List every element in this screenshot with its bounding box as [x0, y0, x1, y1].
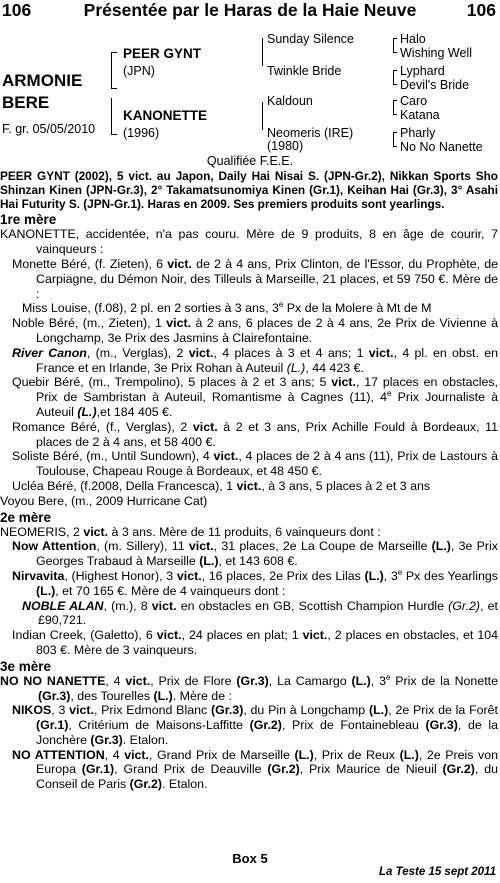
ggs-3: Lyphard — [400, 64, 445, 78]
section-first-dam: 1re mère — [0, 212, 57, 228]
sire-origin: (JPN) — [123, 64, 155, 78]
bracket-line — [393, 52, 397, 53]
grandsire-4-year: (1980) — [267, 139, 304, 153]
horse-name-line1: ARMONIE — [2, 71, 83, 90]
produce-entry: NO ATTENTION, 4 vict., Grand Prix de Marseille (L.), Prix de Reux (L.), 2e Preis von Europa (Gr.1), Grand Prix de Deauville (Gr.2), Prix Maurice de Nieuil (Gr.2), du Conseil de Paris (Gr.2). Etalon. — [12, 747, 499, 792]
bracket-line — [111, 134, 117, 135]
page-number-right: 106 — [466, 0, 496, 20]
ggs-4: Devil's Bride — [400, 78, 470, 92]
produce-entry: Ucléa Béré, (f.2008, Della Francesca), 1 vict., à 3 ans, 5 places à 2 et 3 ans — [12, 478, 431, 493]
box-number: Box 5 — [232, 851, 268, 866]
dam-name: KANONETTE — [123, 108, 207, 123]
pedigree-table — [0, 30, 500, 158]
produce-entry: NIKOS, 3 vict., Prix Edmond Blanc (Gr.3), du Pin à Longchamp (L.), 2e Prix de la Forêt (Gr.1), Critérium de Maisons-Laffitte (Gr.2), Prix de Fontainebleau (Gr.3), de la Jonchère (Gr.3). Etalon. — [12, 703, 499, 747]
bracket-line — [393, 132, 394, 146]
bracket-line — [111, 88, 117, 89]
ggs-8: No No Nanette — [400, 140, 483, 154]
bracket-line — [393, 146, 397, 147]
bracket-line — [262, 38, 263, 66]
produce-entry: Quebir Béré, (m., Trempolino), 5 places à 2 et 3 ans; 5 vict., 17 places en obstacles, Prix de Sambristan à Auteuil, Romantisme à Cagnes (11), 4e Prix Journaliste à Auteuil (L.),et 184 405 €. — [12, 375, 499, 419]
bracket-line — [393, 38, 394, 52]
produce-entry: Voyou Bere, (m., 2009 Hurricane Cat) — [0, 493, 208, 508]
produce-entry: River Canon, (m., Verglas), 2 vict., 4 places à 3 et 4 ans; 1 vict., 4 pl. en obst. en France et en Irlande, 3e Prix Rohan à Auteuil (L.), 44 423 €. — [12, 345, 498, 375]
bracket-line — [262, 102, 263, 130]
ggs-7: Pharly — [400, 126, 436, 140]
section-second-dam: 2e mère — [0, 509, 52, 525]
bracket-line — [393, 132, 397, 133]
page-title: Présentée par le Haras de la Haie Neuve — [83, 0, 417, 20]
pedigree-notes — [0, 170, 498, 792]
produce-entry: Now Attention, (m. Sillery), 11 vict., 31 places, 2e La Coupe de Marseille (L.), 3e Prix Georges Trabaud à Marseille (L.), et 143 608 €. — [12, 539, 498, 569]
horse-details: F. gr. 05/05/2010 — [2, 122, 96, 136]
bracket-line — [111, 52, 117, 53]
dam-entry: NO NO NANETTE, 4 vict., Prix de Flore (Gr.3), La Camargo (L.), 3e Prix de la Nonette (Gr.3), des Tourelles (L.). Mère de : — [0, 672, 498, 703]
bracket-line — [393, 114, 397, 115]
bracket-line — [393, 38, 397, 39]
dam-entry: NEOMERIS, 2 vict. à 3 ans. Mère de 11 produits, 6 vainqueurs dont : — [0, 524, 381, 539]
bracket-line — [393, 70, 394, 84]
sale-date: La Teste 15 sept 2011 — [379, 866, 496, 878]
produce-entry: Soliste Béré, (m., Until Sundown), 4 vict., 4 places de 2 à 4 ans (11), Prix de Lastours à Toulouse, Chapeau Rouge à Bordeaux, et 48 450 €. — [12, 449, 498, 479]
page-header — [0, 0, 500, 22]
grandsire-4: Neomeris (IRE) — [267, 126, 354, 140]
section-third-dam: 3e mère — [0, 658, 52, 674]
qualification: Qualifiée F.E.E. — [206, 154, 294, 168]
horse-name-line2: BERE — [2, 93, 50, 112]
bracket-line — [393, 100, 394, 114]
produce-entry: Nirvavita, (Highest Honor), 3 vict., 16 places, 2e Prix des Lilas (L.), 3e Px des Yearlings (L.), et 70 165 €. Mère de 4 vainqueurs dont : — [12, 567, 499, 598]
produce-entry: Indian Creek, (Galetto), 6 vict., 24 places en plat; 1 vict., 2 places en obstacles, et 104 803 €. Mère de 3 vainqueurs. — [12, 628, 499, 657]
produce-entry: Noble Béré, (m., Zieten), 1 vict. à 2 ans, 6 places de 2 à 4 ans, 2e Prix de Vivienne à Longchamp, 3e Prix des Jasmins à Clairefontaine. — [12, 316, 498, 345]
sire-name: PEER GYNT — [123, 46, 202, 61]
produce-entry: Miss Louise, (f.08), 2 pl. en 2 sorties à 3 ans, 3e Px de la Molere à Mt de M — [22, 300, 432, 316]
produce-entry: Monette Béré, (f. Zieten), 6 vict. de 2 à 4 ans, Prix Clinton, de l'Essor, du Prophète, de Carpiagne, du Démon Noir, des Tilleuls à Marseille, 21 places, et 59 750 €. Mère de : — [12, 256, 498, 301]
ggs-5: Caro — [400, 94, 428, 108]
grandsire-3: Kaldoun — [267, 94, 313, 108]
ggs-6: Katana — [400, 108, 440, 122]
bracket-line — [393, 70, 397, 71]
grandsire-1: Sunday Silence — [267, 32, 354, 46]
grandsire-2: Twinkle Bride — [267, 64, 342, 78]
dam-entry: KANONETTE, accidentée, n'a pas couru. Mère de 9 produits, 8 en âge de courir, 7 vainqueurs : — [0, 227, 498, 257]
produce-entry: NOBLE ALAN, (m.), 8 vict. en obstacles en GB, Scottish Champion Hurdle (Gr.2), et £90,721. — [22, 598, 498, 628]
ggs-2: Wishing Well — [400, 46, 473, 60]
dam-year: (1996) — [123, 126, 160, 140]
sire-summary: PEER GYNT (2002), 5 vict. au Japon, Daily Hai Nisai S. (JPN-Gr.2), Nikkan Sports Sho Shinzan Kinen (JPN-Gr.3), 2° Takamatsunomiya Kinen (Gr.1), Keihan Hai (Gr.3), 3° Asahi Hai Futurity S. (JPN-Gr.1). Haras en 2009. Ses premiers produits sont yearlings. — [0, 169, 498, 211]
bracket-line — [393, 84, 397, 85]
bracket-line — [111, 98, 112, 134]
page-number-left: 106 — [2, 0, 32, 20]
produce-entry: Romance Béré, (f., Verglas), 2 vict. à 2 et 3 ans, Prix Achille Fould à Bordeaux, 11 places de 2 à 4 ans, et 58 400 €. — [12, 419, 498, 449]
bracket-line — [111, 52, 112, 88]
bracket-line — [393, 100, 397, 101]
ggs-1: Halo — [400, 32, 426, 46]
